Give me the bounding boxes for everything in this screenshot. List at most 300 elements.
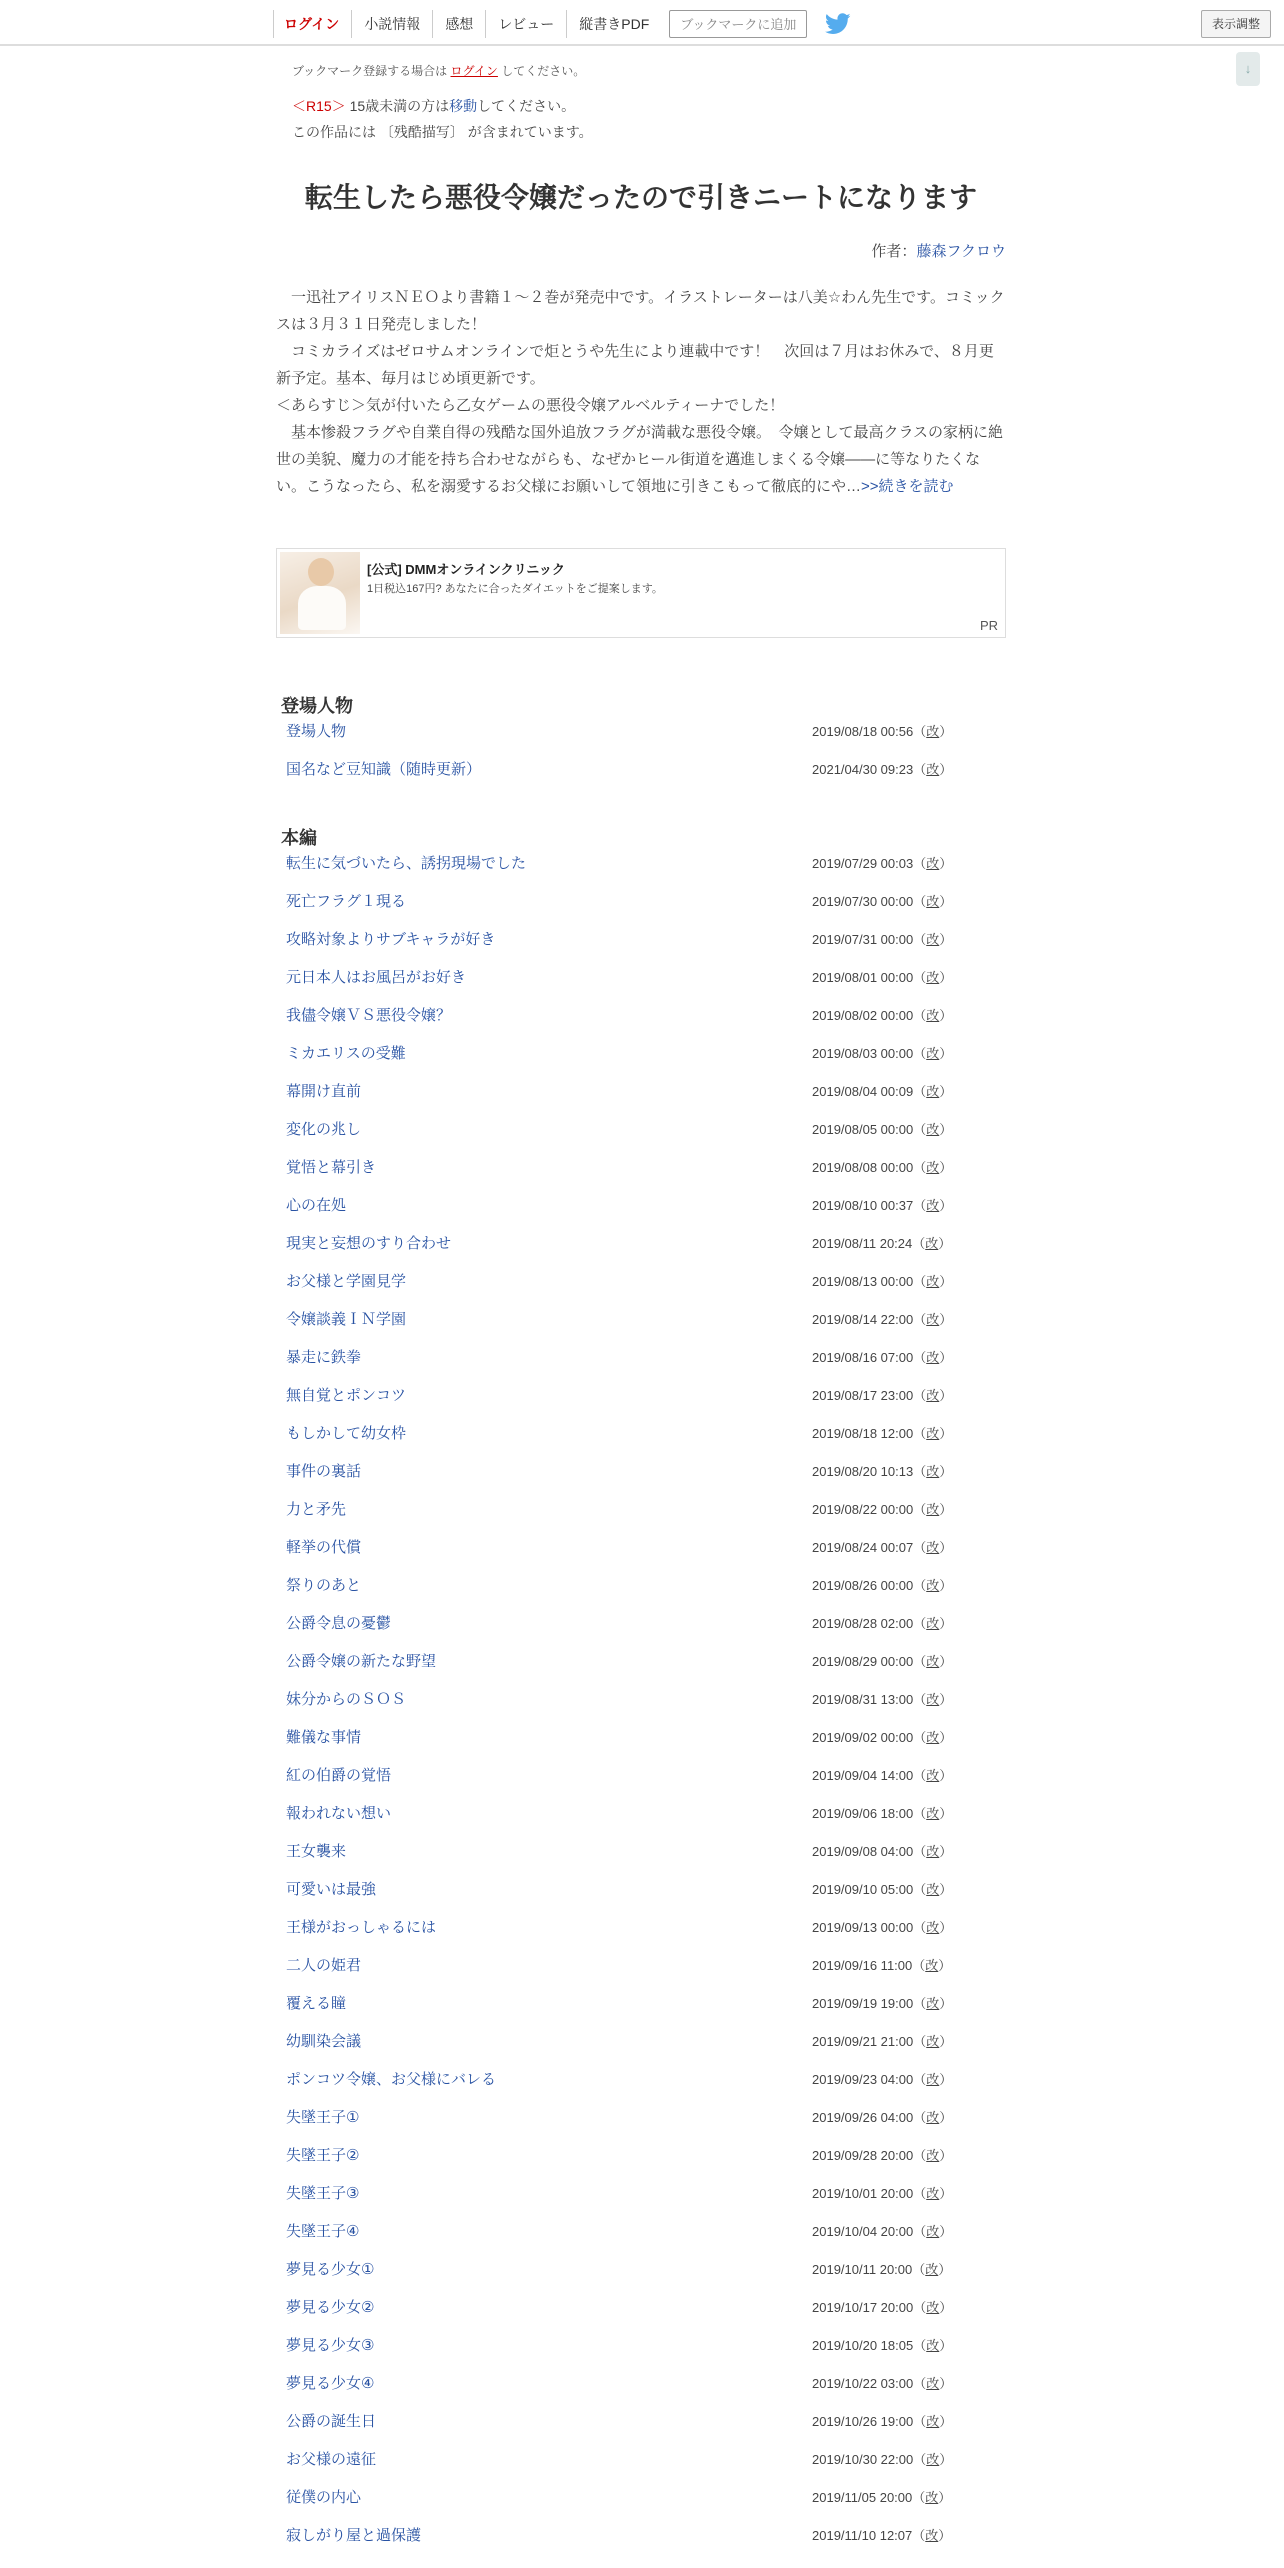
episode-link[interactable]: 心の在処 (286, 1197, 347, 1214)
paren-open: （ (913, 1768, 927, 1783)
episode-row (276, 2020, 1006, 2058)
section-title: 登場人物 (281, 696, 353, 716)
revised-link[interactable]: 改 (926, 1122, 940, 1137)
display-settings-button[interactable]: 表示調整 (1201, 10, 1271, 38)
episode-link[interactable]: 紅の伯爵の覚悟 (286, 1767, 392, 1784)
episode-link[interactable]: 王様がおっしゃるには (286, 1919, 437, 1936)
revised-link[interactable]: 改 (926, 1654, 940, 1669)
paren-close: ） (939, 2338, 953, 2353)
author-line: 作者：藤森フクロウ (871, 243, 1006, 260)
episode-link[interactable]: 公爵令息の憂鬱 (286, 1615, 392, 1632)
paren-close: ） (939, 2072, 953, 2087)
episode-link[interactable]: 王女襲来 (286, 1843, 347, 1860)
episode-date-text: 2019/10/17 20:00 (812, 2300, 914, 2315)
paren-open: （ (913, 2148, 927, 2163)
revised-link[interactable]: 改 (926, 2148, 940, 2163)
episode-link[interactable]: 公爵令嬢の新たな野望 (286, 1653, 437, 1670)
revised-link[interactable]: 改 (926, 1198, 940, 1213)
episode-date (812, 1081, 952, 1100)
revised-link[interactable]: 改 (926, 1312, 940, 1327)
episode-date-text: 2019/08/10 00:37 (812, 1198, 914, 1213)
episode-date (812, 721, 952, 740)
episode-link[interactable]: 令嬢談義ＩＮ学園 (286, 1311, 407, 1328)
paren-close: ） (939, 1008, 953, 1023)
revised-link[interactable]: 改 (926, 2034, 940, 2049)
episode-date (812, 2487, 951, 2506)
paren-close: ） (939, 1920, 953, 1935)
episode-date-text: 2019/09/08 04:00 (812, 1844, 914, 1859)
episode-date (812, 1309, 952, 1328)
paren-open: （ (912, 1958, 926, 1973)
episode-link[interactable]: 失墜王子① (286, 2109, 360, 2126)
paren-open: （ (913, 2110, 927, 2125)
paren-open: （ (913, 762, 927, 777)
review-link[interactable]: レビュー (485, 10, 566, 38)
revised-link[interactable]: 改 (926, 1274, 940, 1289)
episode-link[interactable]: お父様と学園見学 (286, 1273, 407, 1290)
episode-date-text: 2019/08/14 22:00 (812, 1312, 914, 1327)
revised-link[interactable]: 改 (926, 1578, 940, 1593)
notice-login-link[interactable]: ログイン (450, 64, 498, 78)
episode-link[interactable]: 国名など豆知識（随時更新） (286, 761, 482, 778)
episode-row (276, 1146, 1006, 1184)
episode-link[interactable]: 転生に気づいたら、誘拐現場でした (286, 855, 527, 872)
episode-link[interactable]: 覆える瞳 (286, 1995, 347, 2012)
episode-date (812, 1233, 951, 1252)
episode-row (276, 1374, 1006, 1412)
login-link[interactable]: ログイン (273, 10, 351, 38)
episode-row (276, 2324, 1006, 2362)
paren-close: ） (939, 1882, 953, 1897)
paren-open: （ (913, 894, 927, 909)
episode-link[interactable]: 妹分からのＳＯＳ (286, 1691, 407, 1708)
paren-open: （ (913, 1502, 927, 1517)
episode-row (276, 956, 1006, 994)
episode-row (276, 2438, 1006, 2476)
episode-date-text: 2019/11/10 12:07 (812, 2528, 913, 2543)
episode-date (812, 1765, 952, 1784)
paren-open: （ (913, 2452, 927, 2467)
synopsis (276, 284, 1006, 500)
revised-link[interactable]: 改 (926, 1350, 940, 1365)
paren-open: （ (913, 932, 927, 947)
revised-link[interactable]: 改 (926, 1844, 940, 1859)
episode-date (812, 2069, 952, 2088)
episode-row (276, 1336, 1006, 1374)
episode-date-text: 2019/09/26 04:00 (812, 2110, 914, 2125)
episode-row (276, 2058, 1006, 2096)
episode-date-text: 2019/10/20 18:05 (812, 2338, 914, 2353)
paren-open: （ (913, 2338, 927, 2353)
paren-close: ） (939, 1084, 953, 1099)
revised-link[interactable]: 改 (926, 1768, 940, 1783)
episode-date-text: 2019/10/04 20:00 (812, 2224, 914, 2239)
episode-link[interactable]: 我儘令嬢ＶＳ悪役令嬢？ (286, 1007, 452, 1024)
revised-link[interactable]: 改 (926, 1730, 940, 1745)
episode-row (276, 1260, 1006, 1298)
paren-open: （ (913, 1274, 927, 1289)
episode-link[interactable]: 難儀な事情 (286, 1729, 362, 1746)
episode-link[interactable]: 報われない想い (286, 1805, 392, 1822)
episode-date-text: 2019/08/08 00:00 (812, 1160, 914, 1175)
episode-date-text: 2019/08/26 00:00 (812, 1578, 914, 1593)
revised-link[interactable]: 改 (926, 1616, 940, 1631)
paren-close: ） (939, 1692, 953, 1707)
paren-close: ） (939, 970, 953, 985)
episode-date (812, 1119, 952, 1138)
episode-date (812, 1993, 952, 2012)
episode-date (812, 1879, 952, 1898)
r15-badge: ＜R15＞ (292, 98, 346, 114)
paren-open: （ (913, 1616, 927, 1631)
episode-link[interactable]: 従僕の内心 (286, 2489, 362, 2506)
vertical-pdf-link[interactable]: 縦書きPDF (566, 10, 661, 38)
paren-open: （ (913, 1008, 927, 1023)
paren-close: ） (938, 1958, 952, 1973)
episode-link[interactable]: お父様の遠征 (286, 2451, 377, 2468)
episode-link[interactable]: 失墜王子③ (286, 2185, 360, 2202)
paren-open: （ (913, 1464, 927, 1479)
paren-close: ） (939, 1730, 953, 1745)
episode-date (812, 1499, 952, 1518)
episode-date (812, 1727, 952, 1746)
ad-description: 1日税込167円? あなたに合ったダイエットをご提案します。 (367, 583, 663, 595)
revised-link[interactable]: 改 (926, 932, 940, 947)
episode-link[interactable]: 寂しがり屋と過保護 (286, 2527, 422, 2544)
ad-banner[interactable] (276, 548, 1006, 638)
revised-link[interactable]: 改 (926, 1692, 940, 1707)
paren-close: ） (939, 1426, 953, 1441)
episode-date-text: 2019/09/21 21:00 (812, 2034, 914, 2049)
revised-link[interactable]: 改 (926, 2452, 940, 2467)
paren-close: ） (938, 2262, 952, 2277)
revised-link[interactable]: 改 (926, 1464, 940, 1479)
paren-open: （ (913, 1540, 927, 1555)
revised-link[interactable]: 改 (926, 856, 940, 871)
revised-link[interactable]: 改 (926, 2376, 940, 2391)
episode-row (276, 1830, 1006, 1868)
twitter-icon[interactable] (825, 13, 851, 35)
novel-title: 転生したら悪役令嬢だったので引きニートになります (304, 182, 977, 213)
episode-date (812, 1613, 952, 1632)
paren-close: ） (939, 2110, 953, 2125)
episode-date (812, 2031, 952, 2050)
paren-close: ） (939, 1616, 953, 1631)
paren-close: ） (938, 1236, 952, 1251)
episode-row (276, 994, 1006, 1032)
episode-row (276, 2362, 1006, 2400)
paren-open: （ (913, 1046, 927, 1061)
paren-open: （ (913, 1844, 927, 1859)
episode-date (812, 1575, 952, 1594)
episode-date-text: 2019/09/02 00:00 (812, 1730, 914, 1745)
episode-date-text: 2019/09/19 19:00 (812, 1996, 914, 2011)
paren-open: （ (913, 1350, 927, 1365)
episode-date-text: 2019/08/29 00:00 (812, 1654, 914, 1669)
paren-close: ） (938, 2528, 952, 2543)
episode-row (276, 1488, 1006, 1526)
episode-row (276, 1526, 1006, 1564)
synopsis-line: 基本惨殺フラグや自業自得の残酷な国外追放フラグが満載な悪役令嬢。 令嬢として最高クラスの家柄に絶世の美貌、魔力の才能を持ち合わせながらも、なぜかヒール街道を邁進しまくる令嬢――に等なりたくない。こうなったら、私を溺愛するお父様にお願いして領地に引きこもって徹底的にや…>>続きを読む (276, 424, 1004, 495)
episode-row (276, 1754, 1006, 1792)
episode-row (276, 1678, 1006, 1716)
episode-row (276, 1792, 1006, 1830)
episode-date (812, 1955, 951, 1974)
episode-date (812, 2183, 952, 2202)
episode-link[interactable]: 力と矛先 (286, 1501, 347, 1518)
paren-open: （ (913, 1426, 927, 1441)
revised-link[interactable]: 改 (926, 2186, 940, 2201)
episode-link[interactable]: 可愛いは最強 (286, 1881, 377, 1898)
paren-open: （ (913, 1920, 927, 1935)
episode-date (812, 759, 952, 778)
episode-date (812, 2297, 952, 2316)
revised-link[interactable]: 改 (926, 724, 940, 739)
revised-link[interactable]: 改 (926, 1160, 940, 1175)
episode-date-text: 2019/08/02 00:00 (812, 1008, 914, 1023)
episode-row (276, 2248, 1006, 2286)
episode-row (276, 2096, 1006, 2134)
episode-row (276, 1982, 1006, 2020)
episode-link[interactable]: 夢見る少女③ (286, 2337, 375, 2354)
episode-link[interactable]: 失墜王子④ (286, 2223, 360, 2240)
move-link[interactable]: 移動 (449, 98, 478, 114)
synopsis-line: 一迅社アイリスＮＥＯより書籍１～２巻が発売中です。イラストレーターは八美☆わん先生です。コミックスは３月３１日発売しました！ (276, 289, 1005, 333)
paren-open: （ (913, 1654, 927, 1669)
impressions-link[interactable]: 感想 (432, 10, 485, 38)
paren-close: ） (939, 1160, 953, 1175)
paren-open: （ (913, 1882, 927, 1897)
ad-image[interactable] (280, 552, 360, 634)
episode-link[interactable]: 無自覚とポンコツ (286, 1387, 407, 1404)
episode-row (276, 880, 1006, 918)
episode-row (276, 1602, 1006, 1640)
episode-date (812, 967, 952, 986)
revised-link[interactable]: 改 (926, 1502, 940, 1517)
paren-open: （ (913, 856, 927, 871)
episode-date (812, 891, 952, 910)
episode-date (812, 1651, 952, 1670)
episode-link[interactable]: 暴走に鉄拳 (286, 1349, 362, 1366)
paren-open: （ (913, 724, 927, 739)
episode-date (812, 1157, 952, 1176)
revised-link[interactable]: 改 (925, 1958, 939, 1973)
episode-link[interactable]: 覚悟と幕引き (286, 1159, 377, 1176)
episode-link[interactable]: 登場人物 (286, 723, 347, 740)
episode-date (812, 2221, 952, 2240)
episode-date-text: 2019/08/24 00:07 (812, 1540, 914, 1555)
episode-date-text: 2019/08/22 00:00 (812, 1502, 914, 1517)
episode-date (812, 2373, 952, 2392)
paren-close: ） (939, 762, 953, 777)
episode-link[interactable]: 夢見る少女② (286, 2299, 375, 2316)
episode-date-text: 2019/09/16 11:00 (812, 1958, 913, 1973)
episode-date-text: 2019/08/18 00:56 (812, 724, 914, 739)
episode-row (276, 2514, 1006, 2552)
paren-close: ） (939, 1274, 953, 1289)
episode-link[interactable]: 二人の姫君 (286, 1957, 362, 1974)
episode-link[interactable]: ミカエリスの受難 (286, 1045, 406, 1062)
author-link[interactable]: 藤森フクロウ (916, 243, 1006, 260)
revised-link[interactable]: 改 (926, 1084, 940, 1099)
episode-date (812, 2259, 951, 2278)
episode-date-text: 2019/07/30 00:00 (812, 894, 914, 909)
revised-link[interactable]: 改 (925, 2528, 939, 2543)
revised-link[interactable]: 改 (926, 1046, 940, 1061)
revised-link[interactable]: 改 (926, 1540, 940, 1555)
revised-link[interactable]: 改 (925, 2262, 939, 2277)
episode-link[interactable]: 失墜王子② (286, 2147, 360, 2164)
revised-link[interactable]: 改 (926, 2300, 940, 2315)
episode-date-text: 2019/08/03 00:00 (812, 1046, 914, 1061)
episode-row (276, 2172, 1006, 2210)
paren-close: ） (939, 1996, 953, 2011)
episode-link[interactable]: 攻略対象よりサブキャラが好き (286, 931, 496, 948)
episode-row (276, 1108, 1006, 1146)
episode-date-text: 2019/08/20 10:13 (812, 1464, 914, 1479)
paren-open: （ (913, 2300, 927, 2315)
episode-date (812, 2335, 952, 2354)
episode-date-text: 2019/08/05 00:00 (812, 1122, 914, 1137)
episode-row (276, 710, 1006, 748)
revised-link[interactable]: 改 (926, 894, 940, 909)
paren-close: ） (939, 2224, 953, 2239)
paren-close: ） (939, 1502, 953, 1517)
synopsis-line: コミカライズはゼロサムオンラインで炬とうや先生により連載中です！ 次回は７月はお休みで、８月更新予定。基本、毎月はじめ頃更新です。 (276, 343, 994, 387)
revised-link[interactable]: 改 (926, 2072, 940, 2087)
revised-link[interactable]: 改 (926, 2110, 940, 2125)
paren-close: ） (939, 2148, 953, 2163)
episode-date-text: 2019/07/31 00:00 (812, 932, 914, 947)
episode-row (276, 1298, 1006, 1336)
episode-date-text: 2019/08/11 20:24 (812, 1236, 913, 1251)
episode-row (276, 2210, 1006, 2248)
read-more-link[interactable]: >>続きを読む (861, 478, 954, 495)
episode-date (812, 2525, 951, 2544)
paren-close: ） (939, 932, 953, 947)
revised-link[interactable]: 改 (926, 2338, 940, 2353)
paren-close: ） (939, 1540, 953, 1555)
episode-date (812, 2411, 952, 2430)
episode-date (812, 1195, 952, 1214)
episode-row (276, 1906, 1006, 1944)
paren-open: （ (913, 1578, 927, 1593)
episode-link[interactable]: 幕開け直前 (286, 1083, 362, 1100)
revised-link[interactable]: 改 (926, 970, 940, 985)
add-bookmark-button[interactable]: ブックマークに追加 (669, 10, 807, 38)
episode-date-text: 2019/10/01 20:00 (812, 2186, 914, 2201)
revised-link[interactable]: 改 (926, 762, 940, 777)
revised-link[interactable]: 改 (926, 1882, 940, 1897)
paren-open: （ (913, 2376, 927, 2391)
revised-link[interactable]: 改 (926, 1388, 940, 1403)
episode-link[interactable]: 現実と妄想のすり合わせ (286, 1235, 452, 1252)
scroll-down-icon[interactable]: ↓ (1236, 52, 1260, 86)
revised-link[interactable]: 改 (926, 1008, 940, 1023)
paren-open: （ (913, 1692, 927, 1707)
revised-link[interactable]: 改 (926, 1996, 940, 2011)
paren-close: ） (939, 1578, 953, 1593)
episode-date-text: 2019/09/04 14:00 (812, 1768, 914, 1783)
paren-close: ） (939, 2034, 953, 2049)
paren-close: ） (939, 724, 953, 739)
episode-row (276, 2134, 1006, 2172)
episode-date-text: 2019/09/13 00:00 (812, 1920, 914, 1935)
episode-link[interactable]: 変化の兆し (286, 1121, 362, 1138)
episode-link[interactable]: もしかして幼女枠 (286, 1425, 407, 1442)
episode-link[interactable]: 公爵の誕生日 (286, 2413, 377, 2430)
revised-link[interactable]: 改 (926, 2414, 940, 2429)
episode-date (812, 853, 952, 872)
episode-link[interactable]: 軽挙の代償 (286, 1539, 362, 1556)
paren-close: ） (939, 894, 953, 909)
episode-date (812, 1917, 952, 1936)
paren-open: （ (913, 1122, 927, 1137)
novel-info-link[interactable]: 小説情報 (351, 10, 432, 38)
synopsis-line: ＜あらすじ＞気が付いたら乙女ゲームの悪役令嬢アルベルティーナでした！ (276, 397, 785, 414)
episode-date-text: 2019/08/04 00:09 (812, 1084, 914, 1099)
episode-link[interactable]: 幼馴染会議 (286, 2033, 362, 2050)
paren-open: （ (913, 2034, 927, 2049)
episode-date-text: 2021/04/30 09:23 (812, 762, 914, 777)
revised-link[interactable]: 改 (926, 1426, 940, 1441)
paren-close: ） (939, 2414, 953, 2429)
episode-date (812, 2145, 952, 2164)
episode-row (276, 1564, 1006, 1602)
episode-row (276, 1032, 1006, 1070)
episode-date (812, 1423, 952, 1442)
paren-open: （ (913, 1084, 927, 1099)
episode-date-text: 2019/08/17 23:00 (812, 1388, 914, 1403)
episode-date-text: 2019/09/23 04:00 (812, 2072, 914, 2087)
episode-date (812, 1537, 952, 1556)
paren-close: ） (939, 1312, 953, 1327)
episode-row (276, 1412, 1006, 1450)
episode-link[interactable]: 死亡フラグ１現る (286, 893, 407, 910)
paren-close: ） (939, 2452, 953, 2467)
episode-date (812, 2449, 952, 2468)
revised-link[interactable]: 改 (926, 2224, 940, 2239)
episode-row (276, 1070, 1006, 1108)
episode-link[interactable]: 祭りのあと (286, 1577, 362, 1594)
revised-link[interactable]: 改 (926, 1806, 940, 1821)
paren-open: （ (913, 2224, 927, 2239)
revised-link[interactable]: 改 (926, 1920, 940, 1935)
episode-date-text: 2019/08/18 12:00 (812, 1426, 914, 1441)
episode-link[interactable]: 元日本人はお風呂がお好き (286, 969, 467, 986)
paren-open: （ (912, 2262, 926, 2277)
paren-close: ） (939, 1388, 953, 1403)
paren-close: ） (939, 856, 953, 871)
episode-link[interactable]: 夢見る少女① (286, 2261, 375, 2278)
revised-link[interactable]: 改 (925, 2490, 939, 2505)
paren-close: ） (939, 1046, 953, 1061)
episode-date (812, 1689, 952, 1708)
paren-open: （ (913, 1198, 927, 1213)
episode-date-text: 2019/11/05 20:00 (812, 2490, 913, 2505)
ad-title[interactable]: [公式] DMMオンラインクリニック (367, 562, 565, 577)
paren-close: ） (939, 1844, 953, 1859)
episode-row (276, 1640, 1006, 1678)
paren-close: ） (939, 1350, 953, 1365)
paren-open: （ (912, 2490, 926, 2505)
age-rating-notice: ＜R15＞ 15歳未満の方は移動してください。 (292, 98, 576, 114)
episode-link[interactable]: ポンコツ令嬢、お父様にバレる (286, 2071, 497, 2088)
episode-link[interactable]: 事件の裏話 (286, 1463, 362, 1480)
paren-close: ） (939, 2186, 953, 2201)
episode-link[interactable]: 夢見る少女④ (286, 2375, 375, 2392)
revised-link[interactable]: 改 (925, 1236, 939, 1251)
